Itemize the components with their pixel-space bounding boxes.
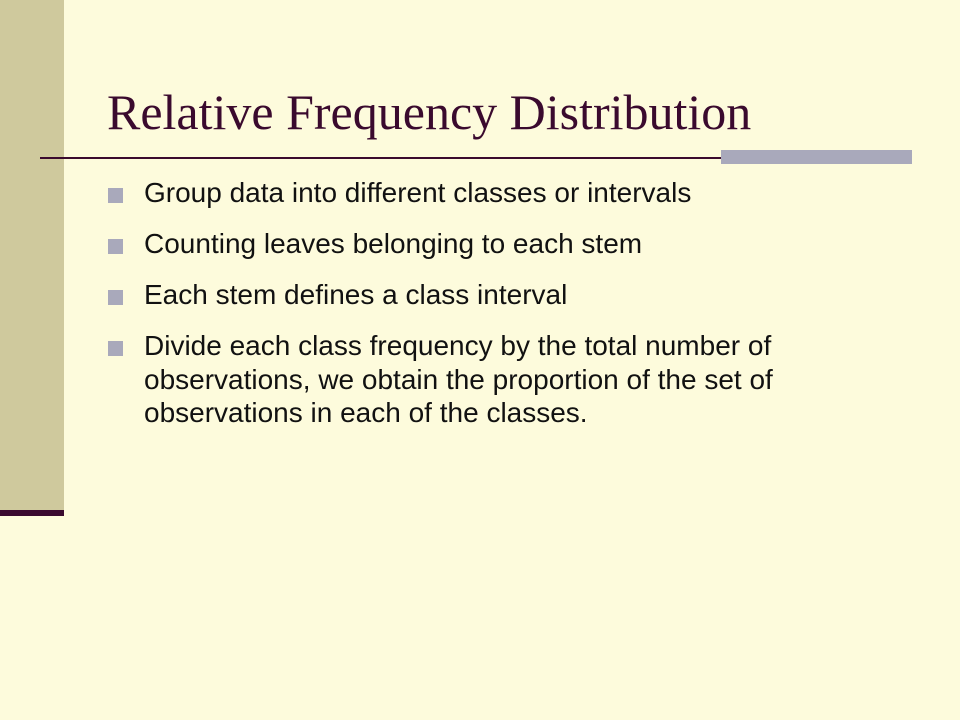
bullet-item <box>108 176 888 210</box>
bullet-text: Counting leaves belonging to each stem <box>144 228 643 260</box>
side-decoration-bar <box>0 0 64 510</box>
bullet-item <box>108 278 888 312</box>
square-bullet-icon <box>108 239 123 254</box>
square-bullet-icon <box>108 188 123 203</box>
square-bullet-icon <box>108 341 123 356</box>
title-accent-bar <box>721 150 912 164</box>
bullet-text: Group data into different classes or intervals <box>144 177 692 208</box>
bullet-text: Each stem defines a class interval <box>144 279 568 311</box>
square-bullet-icon <box>108 290 123 305</box>
side-bar-bottom-line <box>0 510 64 516</box>
bullet-list <box>108 176 888 448</box>
bullet-item <box>108 329 888 430</box>
bullet-text: Divide each class frequency by the total number of observations, we obtain the proportion of the set of observations in each of the classes. <box>144 330 773 429</box>
slide-title: Relative Frequency Distribution <box>107 84 752 140</box>
bullet-item <box>108 227 888 261</box>
